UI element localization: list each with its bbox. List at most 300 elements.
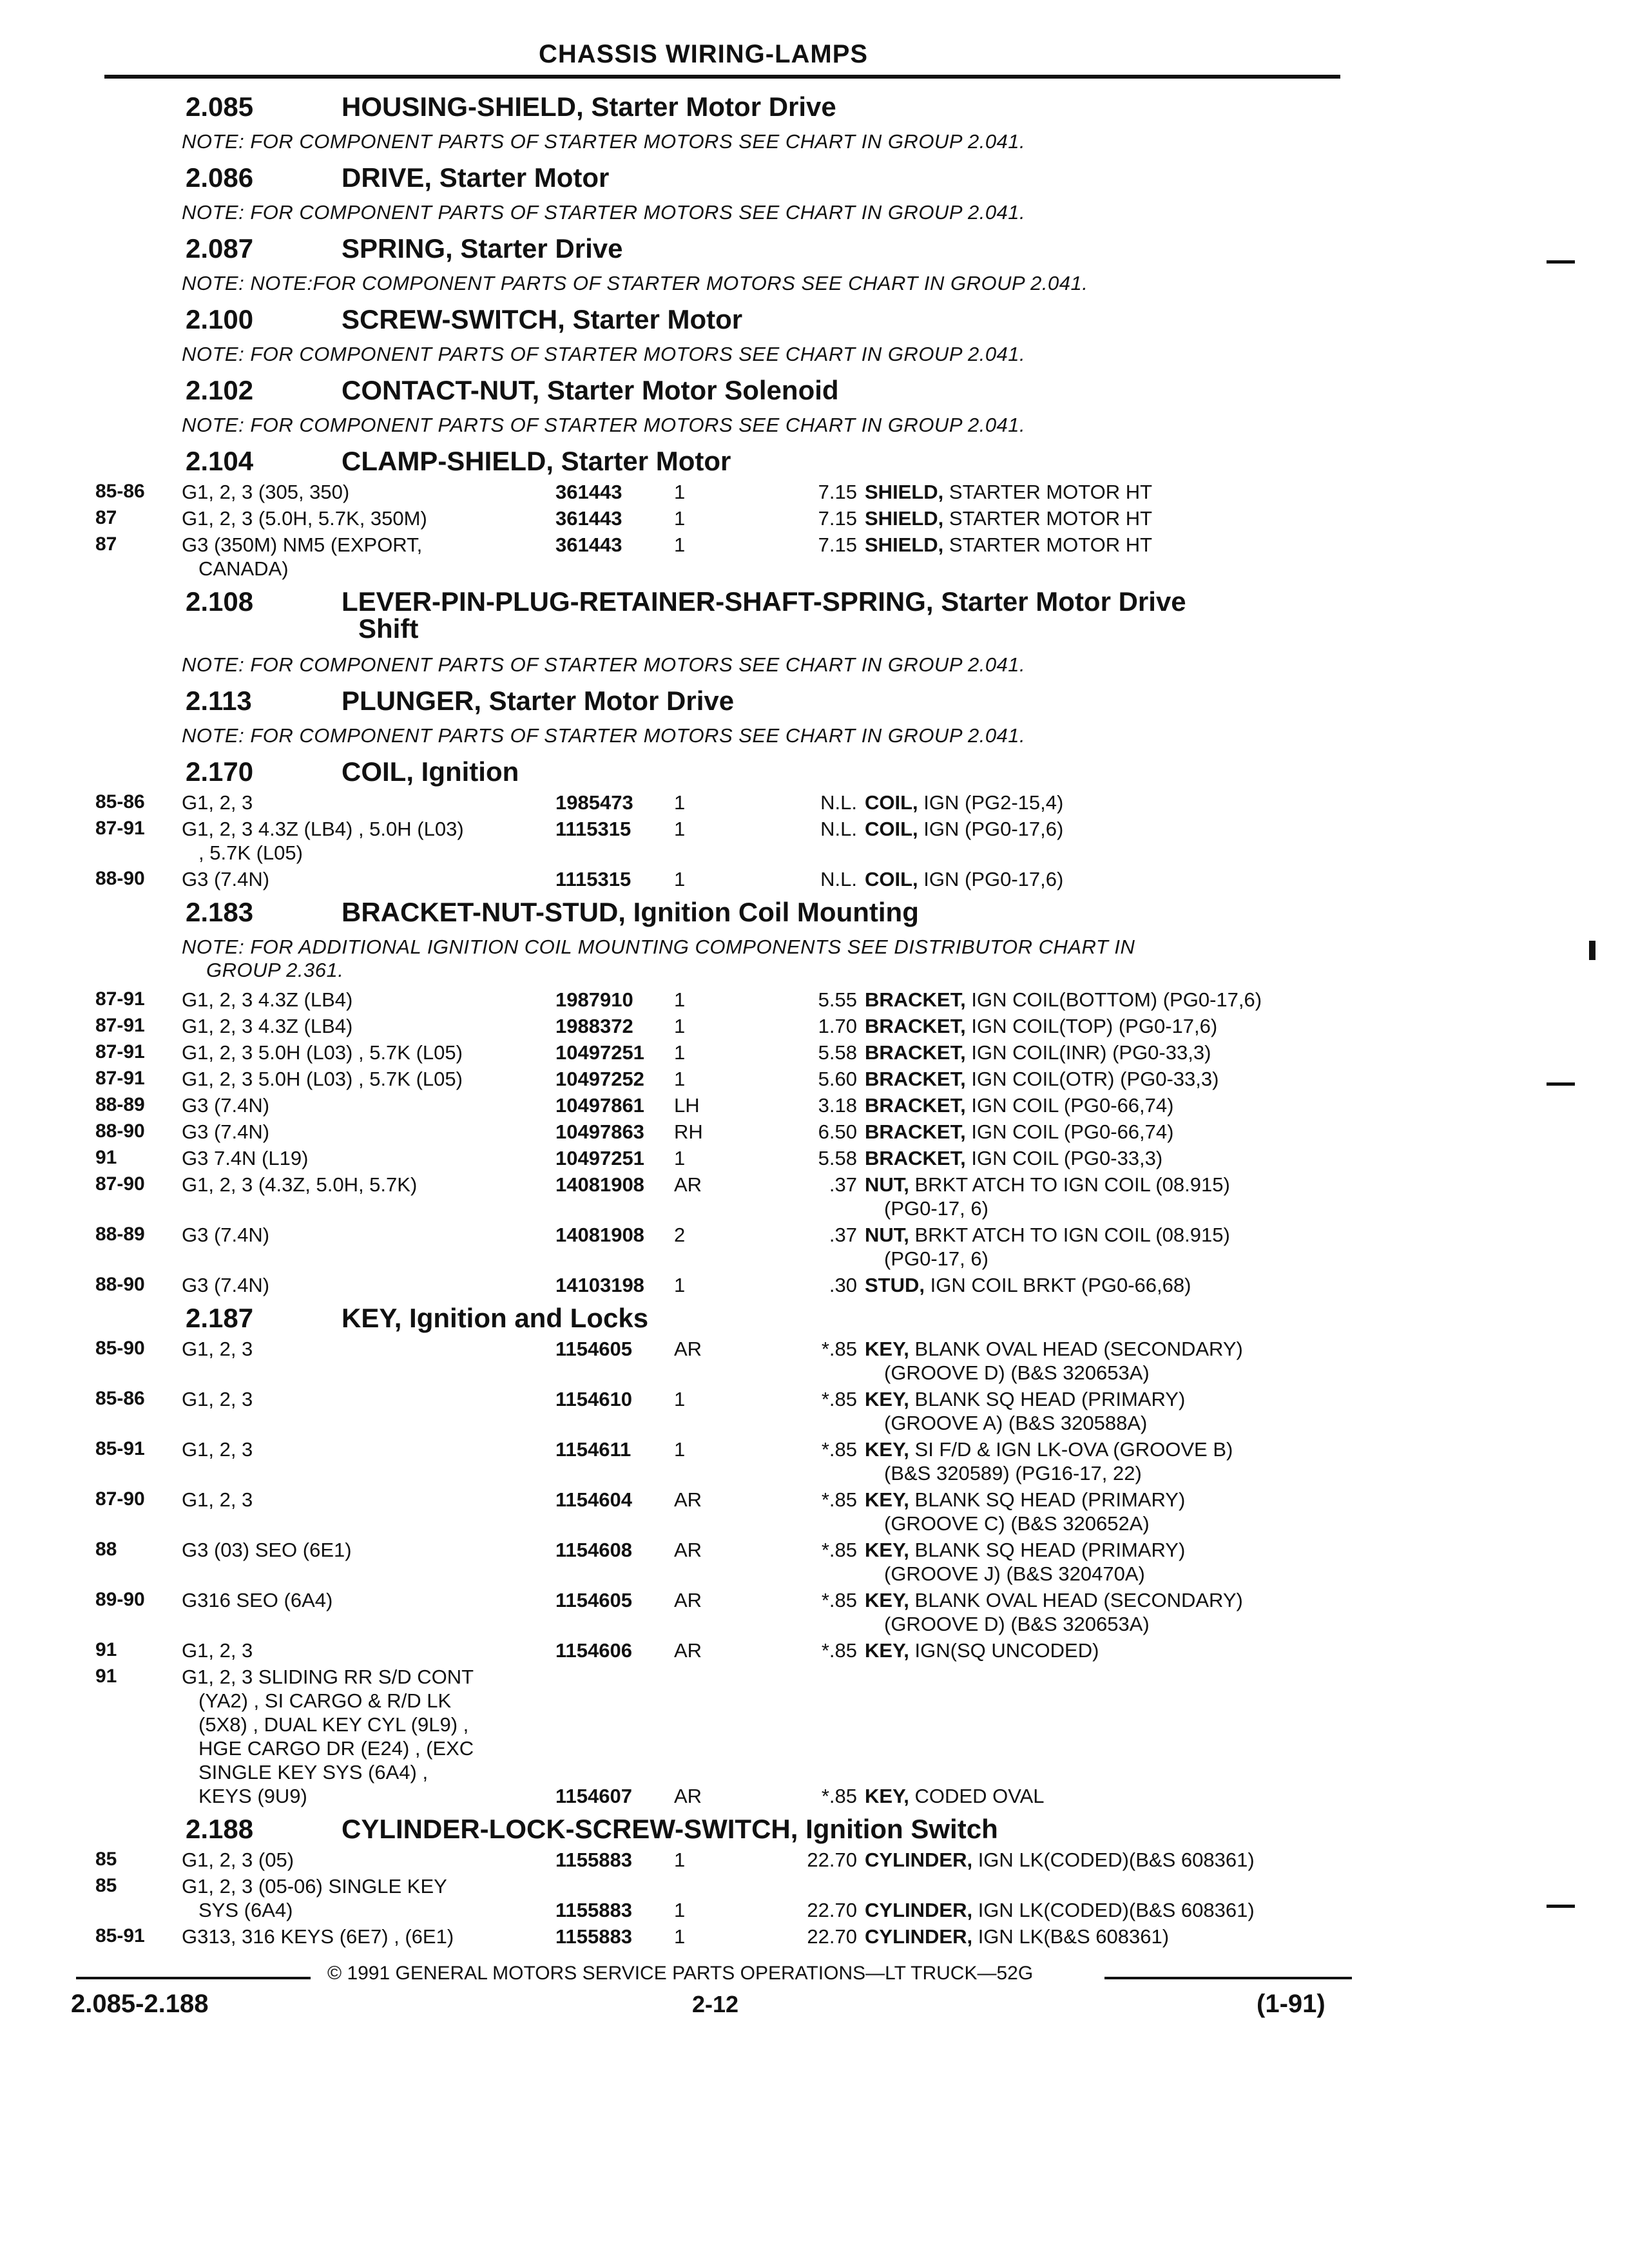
price: *.85 (821, 1539, 857, 1561)
quantity: AR (674, 1639, 702, 1662)
section-note (71, 932, 1353, 988)
header-rule (104, 75, 1340, 79)
application: G3 (7.4N) (182, 868, 270, 890)
application: HGE CARGO DR (E24) , (EXC (198, 1737, 474, 1760)
description-keyword: KEY, (865, 1785, 909, 1807)
description-continued: (GROOVE C) (B&S 320652A) (884, 1512, 1150, 1535)
description-text: IGN COIL(BOTTOM) (PG0-17,6) (965, 988, 1262, 1011)
model-years: 87-91 (95, 1041, 145, 1062)
description (865, 1899, 1255, 1922)
application: G1, 2, 3 5.0H (L03) , 5.7K (L05) (182, 1068, 463, 1090)
description-text: SI F/D & IGN LK-OVA (GROOVE B) (909, 1438, 1233, 1461)
quantity: 1 (674, 481, 686, 503)
price: 1.70 (818, 1015, 857, 1037)
part-number: 1155883 (555, 1849, 632, 1871)
section-header (71, 1811, 1353, 1849)
parts-row (71, 1094, 1353, 1120)
quantity: 2 (674, 1224, 686, 1246)
part-number: 1155883 (555, 1899, 632, 1921)
quantity: 1 (674, 507, 686, 530)
part-number: 1987910 (555, 988, 633, 1011)
description-text: BRKT ATCH TO IGN COIL (08.915) (909, 1224, 1230, 1246)
description (865, 1438, 1233, 1461)
price: 6.50 (818, 1120, 857, 1143)
description-text: IGN COIL(TOP) (PG0-17,6) (965, 1015, 1218, 1037)
price: *.85 (821, 1488, 857, 1511)
application: G316 SEO (6A4) (182, 1589, 333, 1611)
model-years: 85-86 (95, 481, 145, 502)
model-years: 87-91 (95, 1015, 145, 1036)
section-number: 2.187 (186, 1303, 254, 1333)
description-text: IGN COIL BRKT (PG0-66,68) (925, 1274, 1191, 1296)
description-keyword: SHIELD, (865, 507, 944, 530)
description-text: IGN COIL (PG0-66,74) (965, 1120, 1174, 1143)
parts-row (71, 1875, 1353, 1925)
quantity: AR (674, 1539, 702, 1561)
section-title: BRACKET-NUT-STUD, Ignition Coil Mounting (342, 897, 919, 927)
description (865, 1388, 1185, 1411)
description-text: STARTER MOTOR HT (943, 507, 1153, 530)
footer-revision: (1-91) (1257, 1990, 1325, 2018)
parts-row (71, 1438, 1353, 1488)
application: (5X8) , DUAL KEY CYL (9L9) , (198, 1713, 469, 1736)
model-years: 91 (95, 1147, 117, 1168)
part-number: 10497252 (555, 1068, 644, 1090)
description-continued: (GROOVE A) (B&S 320588A) (884, 1412, 1148, 1434)
part-number: 1154605 (555, 1589, 632, 1611)
price: *.85 (821, 1388, 857, 1410)
section-number: 2.183 (186, 897, 254, 927)
description (865, 1068, 1219, 1091)
section-header (71, 584, 1353, 649)
model-years: 88-90 (95, 1120, 145, 1142)
section-title: PLUNGER, Starter Motor Drive (342, 686, 735, 716)
application: G1, 2, 3 (05) (182, 1849, 294, 1871)
application: G3 (7.4N) (182, 1274, 270, 1296)
price: .37 (829, 1224, 857, 1246)
application: G1, 2, 3 (182, 1438, 253, 1461)
section-title: CLAMP-SHIELD, Starter Motor (342, 446, 731, 476)
parts-row (71, 1173, 1353, 1224)
model-years: 85-86 (95, 791, 145, 812)
footer-page-number: 2-12 (692, 1991, 739, 2017)
price: 7.15 (818, 481, 857, 503)
part-number: 10497861 (555, 1094, 644, 1117)
description-text: BLANK OVAL HEAD (SECONDARY) (909, 1338, 1243, 1360)
edge-mark (1547, 1905, 1575, 1908)
model-years: 88-89 (95, 1224, 145, 1245)
application: (YA2) , SI CARGO & R/D LK (198, 1689, 452, 1712)
section-header (71, 443, 1353, 481)
part-number: 1988372 (555, 1015, 633, 1037)
footer-copyright: © 1991 GENERAL MOTORS SERVICE PARTS OPERATIONS—LT TRUCK—52G (327, 1963, 1034, 1984)
parts-row (71, 868, 1353, 894)
description-keyword: BRACKET, (865, 1147, 966, 1169)
application: G1, 2, 3 (182, 1488, 253, 1511)
description-keyword: CYLINDER, (865, 1925, 973, 1948)
model-years: 87-91 (95, 818, 145, 839)
part-number: 361443 (555, 533, 622, 556)
part-number: 1155883 (555, 1925, 632, 1948)
application: G1, 2, 3 (4.3Z, 5.0H, 5.7K) (182, 1173, 418, 1196)
model-years: 88-89 (95, 1094, 145, 1115)
section-header (71, 1300, 1353, 1338)
parts-row (71, 507, 1353, 533)
price: 5.58 (818, 1147, 857, 1169)
section-note (71, 339, 1353, 372)
description-keyword: BRACKET, (865, 1120, 966, 1143)
application: , 5.7K (L05) (198, 841, 303, 864)
application: G3 (03) SEO (6E1) (182, 1539, 352, 1561)
description-text: IGN(SQ UNCODED) (909, 1639, 1099, 1662)
quantity: 1 (674, 1899, 686, 1921)
quantity: 1 (674, 868, 686, 890)
description-text: IGN (PG2-15,4) (918, 791, 1064, 814)
description (865, 1147, 1162, 1170)
parts-row (71, 791, 1353, 818)
parts-catalog-body (71, 89, 1353, 1952)
description-text: IGN COIL (PG0-66,74) (965, 1094, 1174, 1117)
model-years: 87-90 (95, 1488, 145, 1510)
note-text: NOTE: FOR ADDITIONAL IGNITION COIL MOUNTING COMPONENTS SEE DISTRIBUTOR CHART IN (182, 936, 1135, 958)
description-keyword: KEY, (865, 1488, 909, 1511)
description-text: CODED OVAL (909, 1785, 1045, 1807)
price: 22.70 (807, 1849, 857, 1871)
parts-row (71, 988, 1353, 1015)
application: G313, 316 KEYS (6E7) , (6E1) (182, 1925, 454, 1948)
quantity: LH (674, 1094, 700, 1117)
note-text: NOTE: FOR COMPONENT PARTS OF STARTER MOTORS SEE CHART IN GROUP 2.041. (182, 343, 1026, 365)
parts-row (71, 1539, 1353, 1589)
quantity: 1 (674, 1849, 686, 1871)
note-text: NOTE: FOR COMPONENT PARTS OF STARTER MOTORS SEE CHART IN GROUP 2.041. (182, 130, 1026, 153)
description-continued: (GROOVE J) (B&S 320470A) (884, 1562, 1145, 1585)
parts-row (71, 1388, 1353, 1438)
model-years: 91 (95, 1639, 117, 1660)
description-continued: (B&S 320589) (PG16-17, 22) (884, 1462, 1142, 1485)
application: G3 (350M) NM5 (EXPORT, (182, 533, 423, 556)
description-keyword: KEY, (865, 1338, 909, 1360)
description-keyword: KEY, (865, 1639, 909, 1662)
description-continued: (PG0-17, 6) (884, 1247, 988, 1270)
price: .30 (829, 1274, 857, 1296)
quantity: AR (674, 1338, 702, 1360)
description (865, 1639, 1099, 1662)
parts-row (71, 1041, 1353, 1068)
price: *.85 (821, 1438, 857, 1461)
section-number: 2.108 (186, 586, 254, 617)
description-continued: (PG0-17, 6) (884, 1197, 988, 1220)
application: G1, 2, 3 (5.0H, 5.7K, 350M) (182, 507, 427, 530)
description (865, 1589, 1243, 1612)
parts-row (71, 1666, 1353, 1811)
description-keyword: SHIELD, (865, 533, 944, 556)
quantity: AR (674, 1589, 702, 1611)
section-number: 2.113 (186, 686, 252, 716)
section-number: 2.102 (186, 375, 254, 405)
part-number: 1154604 (555, 1488, 632, 1511)
price: N.L. (820, 818, 857, 840)
section-header (71, 683, 1353, 720)
quantity: AR (674, 1488, 702, 1511)
quantity: 1 (674, 1388, 686, 1410)
description (865, 1120, 1173, 1144)
description-keyword: BRACKET, (865, 1094, 966, 1117)
parts-row (71, 1120, 1353, 1147)
section-title: DRIVE, Starter Motor (342, 162, 610, 193)
quantity: 1 (674, 1925, 686, 1948)
note-text: NOTE: FOR COMPONENT PARTS OF STARTER MOTORS SEE CHART IN GROUP 2.041. (182, 201, 1026, 224)
description-text: IGN LK(CODED)(B&S 608361) (972, 1849, 1255, 1871)
model-years: 91 (95, 1666, 117, 1687)
description-text: IGN LK(CODED)(B&S 608361) (972, 1899, 1255, 1921)
description-text: IGN (PG0-17,6) (918, 818, 1064, 840)
description (865, 1041, 1211, 1064)
section-number: 2.085 (186, 91, 254, 122)
model-years: 85-91 (95, 1925, 145, 1946)
quantity: RH (674, 1120, 703, 1143)
parts-row (71, 1224, 1353, 1274)
price: *.85 (821, 1338, 857, 1360)
parts-row (71, 1068, 1353, 1094)
price: 22.70 (807, 1899, 857, 1921)
description-text: BLANK SQ HEAD (PRIMARY) (909, 1539, 1186, 1561)
description-keyword: BRACKET, (865, 988, 966, 1011)
price: 7.15 (818, 533, 857, 556)
description-text: IGN LK(B&S 608361) (972, 1925, 1170, 1948)
model-years: 87-91 (95, 988, 145, 1010)
description (865, 1094, 1173, 1117)
price: .37 (829, 1173, 857, 1196)
description (865, 791, 1063, 814)
description (865, 1539, 1185, 1562)
description-text: IGN COIL(INR) (PG0-33,3) (965, 1041, 1211, 1064)
application: G1, 2, 3 4.3Z (LB4) (182, 1015, 353, 1037)
description-text: BLANK SQ HEAD (PRIMARY) (909, 1388, 1186, 1410)
quantity: AR (674, 1785, 702, 1807)
description (865, 1338, 1243, 1361)
section-note (71, 268, 1353, 302)
description-keyword: NUT, (865, 1173, 909, 1196)
price: N.L. (820, 791, 857, 814)
section-number: 2.104 (186, 446, 254, 476)
parts-row (71, 533, 1353, 584)
section-number: 2.188 (186, 1814, 254, 1844)
part-number: 1985473 (555, 791, 633, 814)
model-years: 88-90 (95, 868, 145, 889)
application: G3 (7.4N) (182, 1120, 270, 1143)
description (865, 1925, 1169, 1948)
application: G1, 2, 3 (182, 1338, 253, 1360)
parts-row (71, 1589, 1353, 1639)
price: *.85 (821, 1785, 857, 1807)
section-header (71, 754, 1353, 791)
section-title: LEVER-PIN-PLUG-RETAINER-SHAFT-SPRING, Starter Motor Drive (342, 586, 1186, 617)
application: G1, 2, 3 (182, 791, 253, 814)
model-years: 87 (95, 533, 117, 555)
application: G1, 2, 3 5.0H (L03) , 5.7K (L05) (182, 1041, 463, 1064)
description-text: STARTER MOTOR HT (943, 481, 1153, 503)
quantity: AR (674, 1173, 702, 1196)
description-keyword: KEY, (865, 1539, 909, 1561)
description (865, 1488, 1185, 1512)
price: 3.18 (818, 1094, 857, 1117)
footer-group-range: 2.085-2.188 (71, 1990, 209, 2018)
description-keyword: KEY, (865, 1589, 909, 1611)
description (865, 1849, 1255, 1872)
description-continued: (GROOVE D) (B&S 320653A) (884, 1613, 1150, 1635)
parts-row (71, 1849, 1353, 1875)
description-keyword: COIL, (865, 818, 918, 840)
model-years: 87-90 (95, 1173, 145, 1195)
application: KEYS (9U9) (198, 1785, 307, 1807)
section-title: HOUSING-SHIELD, Starter Motor Drive (342, 91, 836, 122)
note-text: NOTE: NOTE:FOR COMPONENT PARTS OF STARTER MOTORS SEE CHART IN GROUP 2.041. (182, 272, 1088, 294)
description-text: STARTER MOTOR HT (943, 533, 1153, 556)
note-text: NOTE: FOR COMPONENT PARTS OF STARTER MOTORS SEE CHART IN GROUP 2.041. (182, 414, 1026, 436)
model-years: 85-91 (95, 1438, 145, 1459)
price: 22.70 (807, 1925, 857, 1948)
price: *.85 (821, 1639, 857, 1662)
quantity: 1 (674, 1147, 686, 1169)
application: SINGLE KEY SYS (6A4) , (198, 1761, 429, 1783)
quantity: 1 (674, 1068, 686, 1090)
page-title: CHASSIS WIRING-LAMPS (539, 40, 869, 68)
description-keyword: COIL, (865, 791, 918, 814)
application: SYS (6A4) (198, 1899, 293, 1921)
description (865, 1173, 1230, 1196)
part-number: 14081908 (555, 1173, 644, 1196)
description (865, 1785, 1045, 1808)
model-years: 87-91 (95, 1068, 145, 1089)
section-title: CONTACT-NUT, Starter Motor Solenoid (342, 375, 839, 405)
section-title-continued: Shift (358, 613, 419, 644)
application: G1, 2, 3 4.3Z (LB4) (182, 988, 353, 1011)
model-years: 85-90 (95, 1338, 145, 1359)
price: 7.15 (818, 507, 857, 530)
section-header (71, 160, 1353, 197)
description-keyword: STUD, (865, 1274, 925, 1296)
section-title: CYLINDER-LOCK-SCREW-SWITCH, Ignition Switch (342, 1814, 998, 1844)
section-title: KEY, Ignition and Locks (342, 1303, 649, 1333)
description-text: BLANK OVAL HEAD (SECONDARY) (909, 1589, 1243, 1611)
section-note (71, 649, 1353, 683)
description-text: BLANK SQ HEAD (PRIMARY) (909, 1488, 1186, 1511)
footer-rule-left (76, 1977, 311, 1979)
quantity: 1 (674, 818, 686, 840)
part-number: 361443 (555, 481, 622, 503)
model-years: 88 (95, 1539, 117, 1560)
part-number: 1154605 (555, 1338, 632, 1360)
application: G1, 2, 3 4.3Z (LB4) , 5.0H (L03) (182, 818, 464, 840)
page-footer (71, 1959, 1353, 2036)
quantity: 1 (674, 988, 686, 1011)
parts-row (71, 1338, 1353, 1388)
parts-row (71, 1925, 1353, 1952)
description (865, 868, 1063, 891)
section-number: 2.087 (186, 233, 254, 264)
description-keyword: KEY, (865, 1388, 909, 1410)
part-number: 1154607 (555, 1785, 632, 1807)
parts-row (71, 1274, 1353, 1300)
description-keyword: CYLINDER, (865, 1849, 973, 1871)
description-keyword: KEY, (865, 1438, 909, 1461)
part-number: 10497251 (555, 1041, 644, 1064)
model-years: 85-86 (95, 1388, 145, 1409)
application: G1, 2, 3 (182, 1639, 253, 1662)
section-note (71, 720, 1353, 754)
description-keyword: CYLINDER, (865, 1899, 973, 1921)
part-number: 1154608 (555, 1539, 632, 1561)
part-number: 361443 (555, 507, 622, 530)
section-header (71, 894, 1353, 932)
description (865, 988, 1262, 1012)
section-number: 2.170 (186, 756, 254, 787)
application: G3 (7.4N) (182, 1094, 270, 1117)
quantity: 1 (674, 791, 686, 814)
part-number: 14081908 (555, 1224, 644, 1246)
quantity: 1 (674, 533, 686, 556)
quantity: 1 (674, 1274, 686, 1296)
part-number: 1154610 (555, 1388, 632, 1410)
section-header (71, 231, 1353, 268)
quantity: 1 (674, 1015, 686, 1037)
parts-row (71, 1488, 1353, 1539)
edge-mark (1547, 260, 1575, 264)
section-number: 2.086 (186, 162, 254, 193)
section-note (71, 197, 1353, 231)
section-title: COIL, Ignition (342, 756, 519, 787)
price: 5.58 (818, 1041, 857, 1064)
model-years: 89-90 (95, 1589, 145, 1610)
parts-row (71, 1639, 1353, 1666)
description-keyword: SHIELD, (865, 481, 944, 503)
section-number: 2.100 (186, 304, 254, 334)
description-text: BRKT ATCH TO IGN COIL (08.915) (909, 1173, 1230, 1196)
application: G1, 2, 3 SLIDING RR S/D CONT (182, 1666, 474, 1688)
description (865, 1015, 1217, 1038)
part-number: 1115315 (555, 868, 631, 890)
application: G1, 2, 3 (182, 1388, 253, 1410)
description (865, 818, 1063, 841)
description (865, 1224, 1230, 1247)
parts-row (71, 818, 1353, 868)
part-number: 10497863 (555, 1120, 644, 1143)
model-years: 85 (95, 1875, 117, 1896)
part-number: 1154611 (555, 1438, 631, 1461)
application: G3 (7.4N) (182, 1224, 270, 1246)
description-text: IGN COIL (PG0-33,3) (965, 1147, 1163, 1169)
footer-rule-right (1104, 1977, 1352, 1979)
description-keyword: BRACKET, (865, 1041, 966, 1064)
edge-mark (1589, 941, 1595, 960)
section-title: SCREW-SWITCH, Starter Motor (342, 304, 743, 334)
application: G1, 2, 3 (05-06) SINGLE KEY (182, 1875, 447, 1898)
model-years: 87 (95, 507, 117, 528)
description-keyword: COIL, (865, 868, 918, 890)
model-years: 88-90 (95, 1274, 145, 1295)
section-note (71, 126, 1353, 160)
description-text: IGN (PG0-17,6) (918, 868, 1064, 890)
section-header (71, 372, 1353, 410)
section-title: SPRING, Starter Drive (342, 233, 623, 264)
description-continued: (GROOVE D) (B&S 320653A) (884, 1361, 1150, 1384)
model-years: 85 (95, 1849, 117, 1870)
note-text: NOTE: FOR COMPONENT PARTS OF STARTER MOTORS SEE CHART IN GROUP 2.041. (182, 724, 1026, 747)
price: N.L. (820, 868, 857, 890)
description-keyword: BRACKET, (865, 1068, 966, 1090)
edge-mark (1547, 1082, 1575, 1086)
